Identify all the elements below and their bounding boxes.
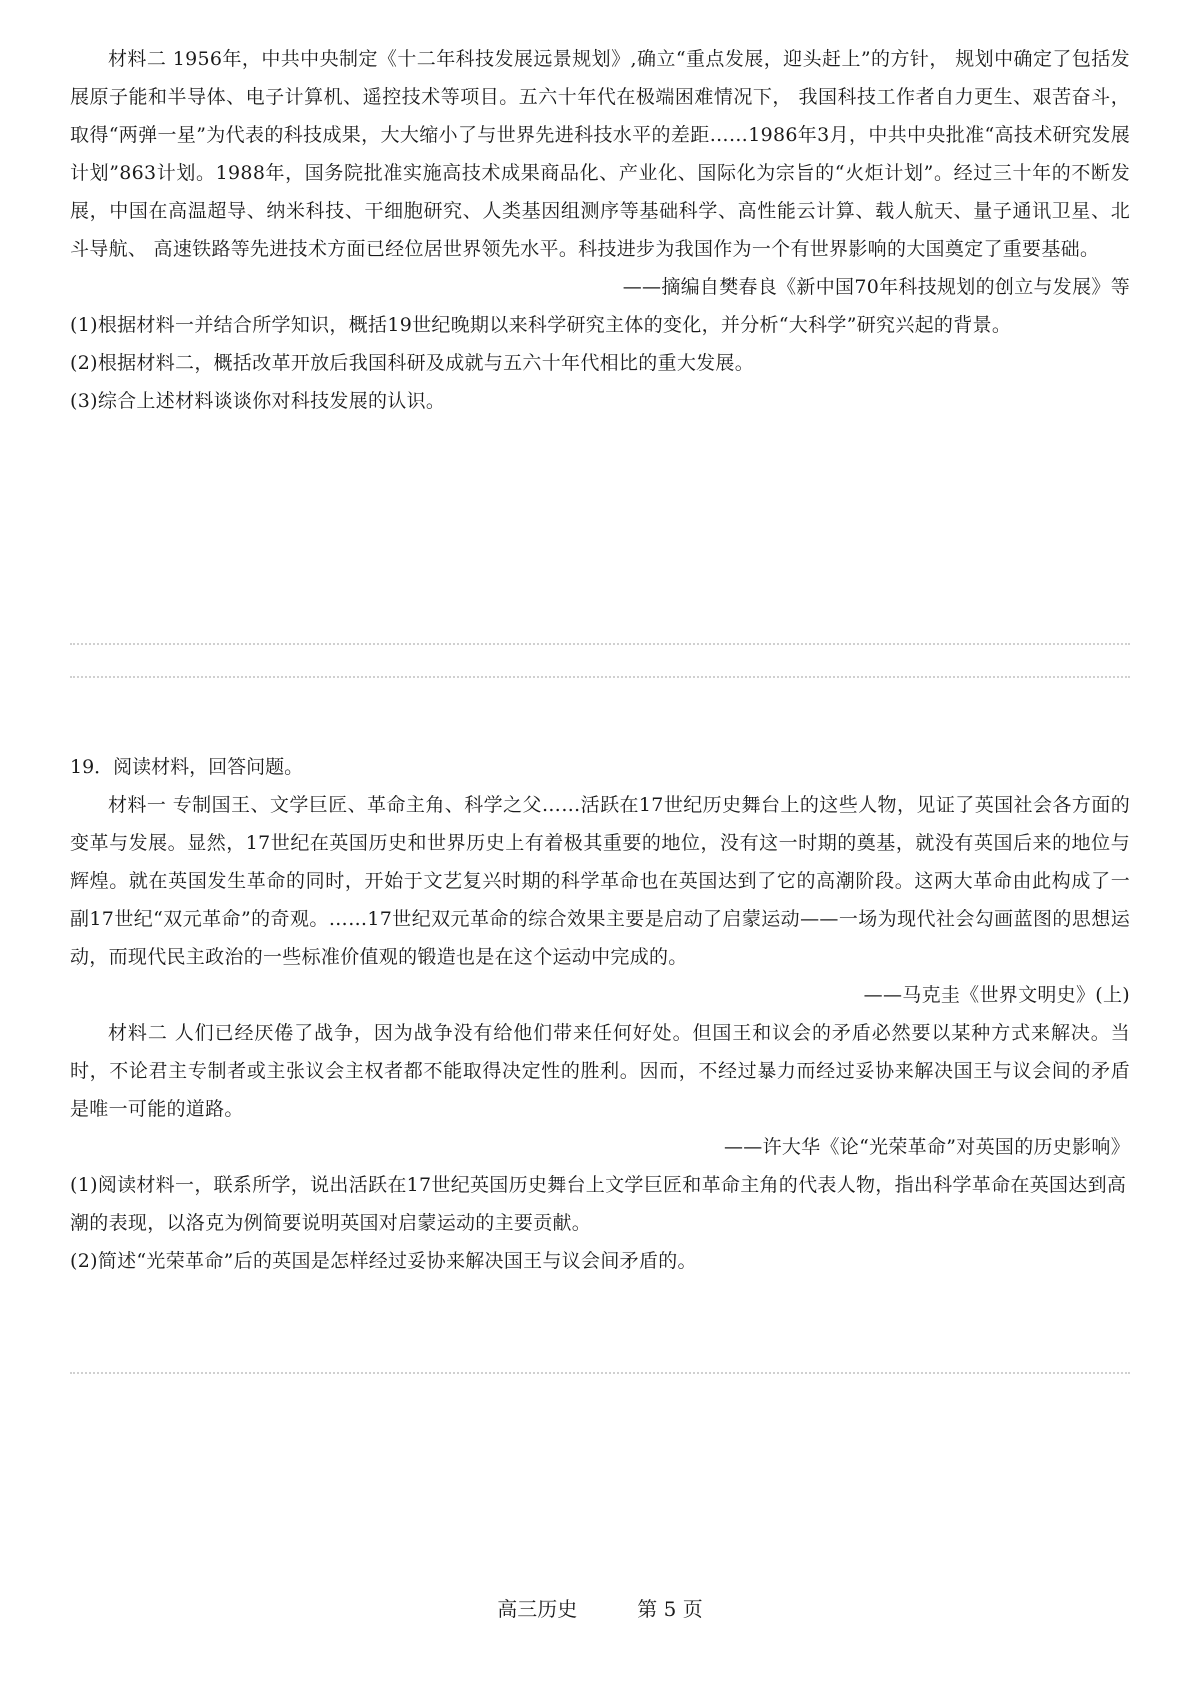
material-2-paragraph: 材料二 1956年，中共中央制定《十二年科技发展远景规划》,确立“重点发展，迎头赶上”的方针， 规划中确定了包括发展原子能和半导体、电子计算机、遥控技术等项目。五六十年代在极端困难情况下， 我国科技工作者自力更生、艰苦奋斗，取得“两弹一星”为代表的科技成果，大大缩小了与世界先进科技水平的差距……1986年3月，中共中央批准“高技术研究发展计划”863计划。1988年，国务院批准实施高技术成果商品化、产业化、国际化为宗旨的“火炬计划”。经过三十年的不断发展，中国在高温超导、纳米科技、干细胞研究、人类基因组测序等基础科学、高性能云计算、载人航天、量子通讯卫星、北斗导航、 高速铁路等先进技术方面已经位居世界领先水平。科技进步为我国作为一个有世界影响的大国奠定了重要基础。 xyxy=(70,48,1130,260)
question-1: (1)根据材料一并结合所学知识，概括19世纪晚期以来科学研究主体的变化，并分析“大科学”研究兴起的背景。 xyxy=(70,314,1012,336)
material-2-source: ——摘编自樊春良《新中国70年科技规划的创立与发展》等 xyxy=(622,276,1130,298)
q19-material-1-source: ——马克圭《世界文明史》(上) xyxy=(863,984,1130,1006)
material-block-top xyxy=(70,40,1130,420)
page-footer xyxy=(0,1594,1200,1624)
footer-page-number: 第 5 页 xyxy=(637,1597,703,1621)
q19-question-1: (1)阅读材料一，联系所学，说出活跃在17世纪英国历史舞台上文学巨匠和革命主角的代表人物，指出科学革命在英国达到高潮的表现，以洛克为例简要说明英国对启蒙运动的主要贡献。 xyxy=(70,1174,1127,1234)
q19-material-1-paragraph: 材料一 专制国王、文学巨匠、革命主角、科学之父……活跃在17世纪历史舞台上的这些人物，见证了英国社会各方面的变革与发展。显然，17世纪在英国历史和世界历史上有着极其重要的地位，没有这一时期的奠基，就没有英国后来的地位与辉煌。就在英国发生革命的同时，开始于文艺复兴时期的科学革命也在英国达到了它的高潮阶段。这两大革命由此构成了一副17世纪“双元革命”的奇观。……17世纪双元革命的综合效果主要是启动了启蒙运动——一场为现代社会勾画蓝图的思想运动，而现代民主政治的一些标准价值观的锻造也是在这个运动中完成的。 xyxy=(70,794,1130,968)
answer-line xyxy=(70,676,1130,678)
question-2: (2)根据材料二，概括改革开放后我国科研及成就与五六十年代相比的重大发展。 xyxy=(70,352,755,374)
footer-subject: 高三历史 xyxy=(497,1597,578,1621)
question-19-heading: 19．阅读材料，回答问题。 xyxy=(70,756,304,778)
question-3: (3)综合上述材料谈谈你对科技发展的认识。 xyxy=(70,390,446,412)
q19-material-2-paragraph: 材料二 人们已经厌倦了战争，因为战争没有给他们带来任何好处。但国王和议会的矛盾必然要以某种方式来解决。当时，不论君主专制者或主张议会主权者都不能取得决定性的胜利。因而，不经过暴力而经过妥协来解决国王与议会间的矛盾是唯一可能的道路。 xyxy=(70,1022,1130,1120)
answer-line xyxy=(70,643,1130,645)
answer-line xyxy=(70,1372,1130,1374)
question-19-block xyxy=(70,748,1130,1280)
q19-material-2-source: ——许大华《论“光荣革命”对英国的历史影响》 xyxy=(723,1136,1130,1158)
q19-question-2: (2)简述“光荣革命”后的英国是怎样经过妥协来解决国王与议会间矛盾的。 xyxy=(70,1250,697,1272)
